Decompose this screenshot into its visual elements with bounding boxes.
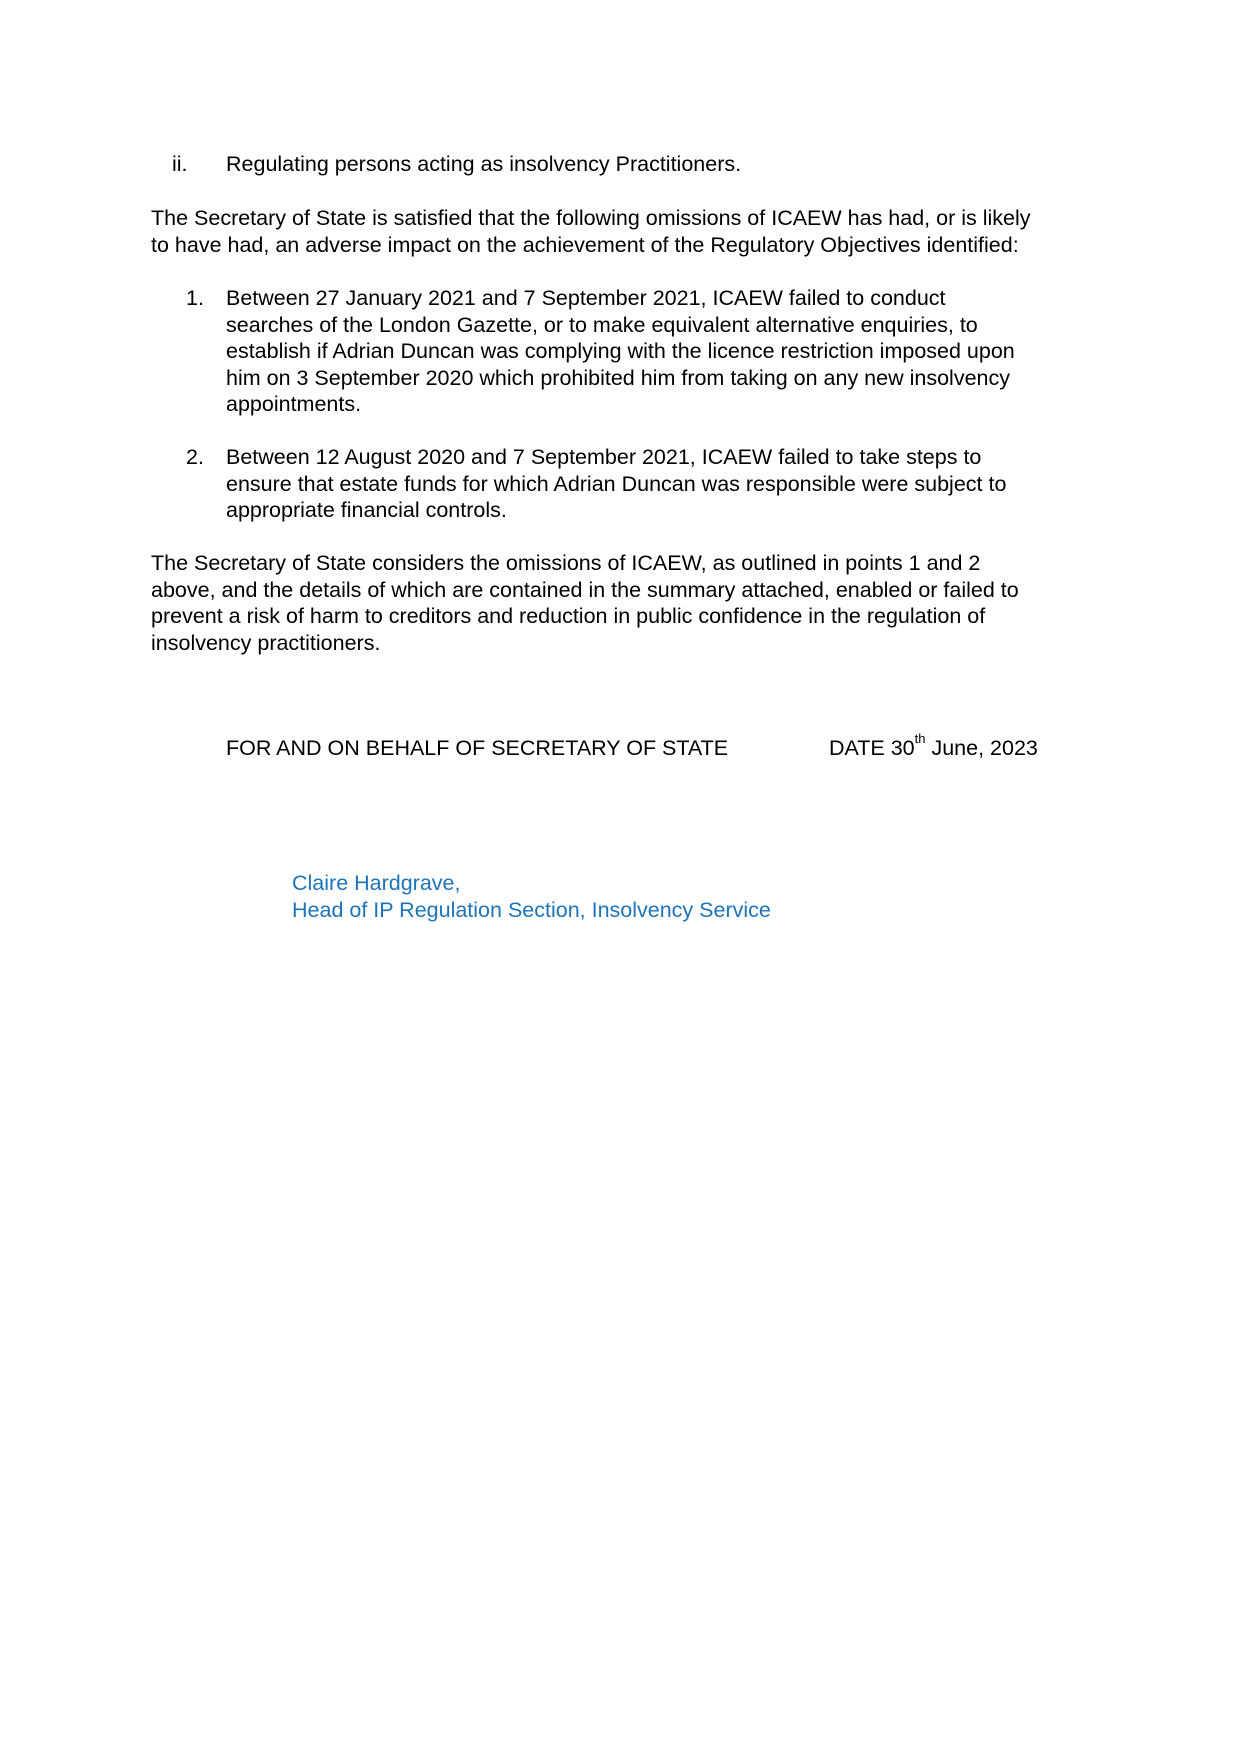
conclusion-paragraph: [151, 550, 1019, 656]
roman-numeral: ii.: [172, 152, 188, 176]
signatory-name: Claire Hardgrave,: [292, 871, 461, 895]
omission-line: ensure that estate funds for which Adrian Duncan was responsible were subject to: [226, 471, 1007, 496]
omission-body: [226, 444, 1006, 524]
omission-number: 2.: [186, 445, 204, 469]
conclusion-line: above, and the details of which are contained in the summary attached, enabled or failed to: [151, 577, 1019, 602]
omission-line: appropriate financial controls.: [226, 498, 507, 522]
intro-paragraph: [151, 205, 1031, 258]
date-prefix: DATE 30: [829, 736, 915, 760]
conclusion-line: insolvency practitioners.: [151, 630, 381, 655]
omission-line: him on 3 September 2020 which prohibited him from taking on any new insolvency: [226, 365, 1010, 390]
omission-body: [226, 285, 1015, 418]
roman-item-text: Regulating persons acting as insolvency Practitioners.: [226, 152, 742, 176]
conclusion-line: The Secretary of State considers the omissions of ICAEW, as outlined in points 1 and 2: [151, 551, 981, 575]
omission-number: 1.: [186, 286, 204, 310]
date-rest: June, 2023: [925, 736, 1038, 760]
conclusion-line: prevent a risk of harm to creditors and reduction in public confidence in the regulation of: [151, 604, 986, 628]
omission-line: searches of the London Gazette, or to make equivalent alternative enquiries, to: [226, 312, 978, 337]
intro-line: The Secretary of State is satisfied that the following omissions of ICAEW has had, or is likely: [151, 206, 1031, 230]
omission-line: appointments.: [226, 392, 362, 416]
omission-line: establish if Adrian Duncan was complying with the licence restriction imposed upon: [226, 339, 1015, 363]
signatory-title: Head of IP Regulation Section, Insolvency Service: [292, 897, 771, 922]
signoff-date: [829, 731, 1038, 762]
omission-line: Between 12 August 2020 and 7 September 2021, ICAEW failed to take steps to: [226, 445, 982, 469]
signatory-block: [292, 870, 771, 923]
intro-line: to have had, an adverse impact on the achievement of the Regulatory Objectives identified:: [151, 232, 1019, 257]
on-behalf-statement: FOR AND ON BEHALF OF SECRETARY OF STATE: [226, 736, 729, 760]
date-ordinal-suffix: th: [914, 731, 926, 746]
omission-line: Between 27 January 2021 and 7 September 2021, ICAEW failed to conduct: [226, 286, 946, 310]
